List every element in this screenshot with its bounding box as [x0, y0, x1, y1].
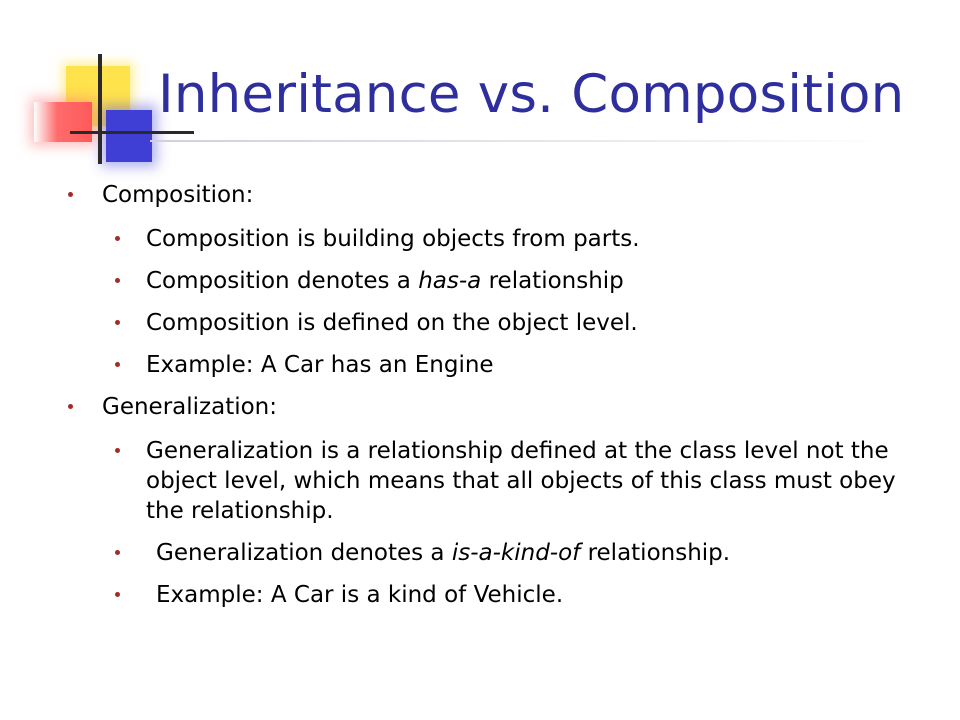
bullet-dot-icon: [115, 448, 120, 453]
list-item: Generalization is a relationship defined at the class level not the object level, which means that all objects of this class must obey the relationship.: [60, 436, 930, 526]
list-item: Composition denotes a has-a relationship: [60, 266, 930, 296]
bullet-dot-icon: [68, 192, 73, 197]
vertical-line-shape: [98, 54, 102, 164]
list-item: Example: A Car has an Engine: [60, 350, 930, 380]
bullet-dot-icon: [115, 236, 120, 241]
blue-square-shape: [106, 110, 152, 162]
bullet-dot-icon: [115, 362, 120, 367]
bullet-dot-icon: [115, 550, 120, 555]
horizontal-line-shape: [70, 131, 194, 134]
list-item: Example: A Car is a kind of Vehicle.: [60, 580, 930, 610]
title-underline: [150, 140, 890, 142]
bullet-list: [60, 180, 930, 622]
red-square-shape: [34, 102, 92, 142]
slide-title: Inheritance vs. Composition: [158, 64, 905, 125]
bullet-dot-icon: [115, 592, 120, 597]
bullet-dot-icon: [115, 320, 120, 325]
section-heading-generalization: Generalization:: [60, 392, 930, 422]
list-item: Composition is defined on the object level.: [60, 308, 930, 338]
list-item: Generalization denotes a is-a-kind-of relationship.: [60, 538, 930, 568]
bullet-dot-icon: [115, 278, 120, 283]
list-item: Composition is building objects from parts.: [60, 224, 930, 254]
bullet-dot-icon: [68, 404, 73, 409]
section-heading-composition: Composition:: [60, 180, 930, 210]
